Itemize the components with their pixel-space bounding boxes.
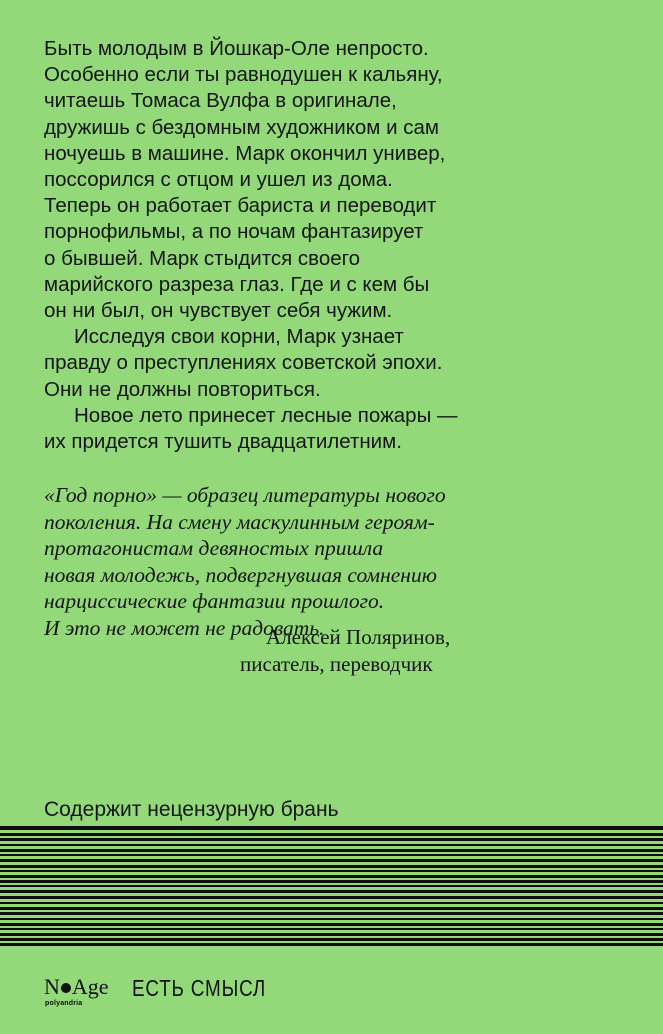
stripe-bar bbox=[0, 854, 663, 856]
annotation-line: поссорился с отцом и ушел из дома. bbox=[44, 168, 393, 192]
stripe-bar bbox=[0, 844, 663, 846]
noage-logo-left: N bbox=[44, 974, 60, 999]
annotation-paragraph-3 bbox=[44, 403, 634, 455]
stripe-bar bbox=[0, 885, 663, 887]
stripe-bar bbox=[0, 933, 663, 936]
annotation-line: Исследуя свои корни, Марк узнает bbox=[74, 325, 404, 349]
stripe-bar bbox=[0, 870, 663, 872]
stripe-bar bbox=[0, 923, 663, 926]
annotation-line: Теперь он работает бариста и переводит bbox=[44, 194, 437, 218]
annotation-line: читаешь Томаса Вулфа в оригинале, bbox=[44, 89, 397, 113]
content-warning: Содержит нецензурную брань bbox=[44, 798, 339, 821]
noage-dot-icon bbox=[61, 983, 71, 993]
quote-line: протагонистам девяностых пришла bbox=[44, 536, 384, 561]
quote-line: нарциссические фантазии прошлого. bbox=[44, 589, 385, 614]
stripe-bar bbox=[0, 865, 663, 868]
stripe-bar bbox=[0, 896, 663, 899]
stripe-bar bbox=[0, 849, 663, 852]
noage-logo bbox=[44, 975, 109, 999]
annotation-line: Новое лето принесет лесные пожары — bbox=[74, 403, 458, 427]
annotation-paragraph-1 bbox=[44, 36, 634, 324]
quote-author-role: писатель, переводчик bbox=[240, 652, 433, 676]
stripe-bar bbox=[0, 880, 663, 883]
annotation-line: он ни был, он чувствует себя чужим. bbox=[44, 299, 393, 323]
stripe-bar bbox=[0, 859, 663, 862]
annotation-line: порнофильмы, а по ночам фантазирует bbox=[44, 220, 424, 244]
stripe-bar bbox=[0, 902, 663, 904]
annotation-line: их придется тушить двадцатилетним. bbox=[44, 430, 402, 454]
book-annotation bbox=[44, 36, 634, 455]
stripe-bar bbox=[0, 928, 663, 930]
review-quote bbox=[44, 482, 624, 642]
stripe-bar bbox=[0, 826, 663, 830]
quote-line: «Год порно» — образец литературы нового bbox=[44, 483, 446, 507]
stripe-bar bbox=[0, 875, 663, 878]
annotation-line: Особенно если ты равнодушен к кальяну, bbox=[44, 63, 443, 87]
quote-author: Алексей Поляринов, bbox=[266, 625, 451, 649]
annotation-paragraph-2 bbox=[44, 324, 634, 403]
striped-bars-graphic bbox=[0, 826, 663, 948]
annotation-line: марийского разреза глаз. Где и с кем бы bbox=[44, 272, 430, 296]
annotation-line: о бывшей. Марк стыдится своего bbox=[44, 246, 361, 270]
annotation-line: ночуешь в машине. Марк окончил универ, bbox=[44, 141, 446, 165]
est-smysl-logo: ЕСТЬ СМЫСЛ bbox=[132, 975, 267, 1001]
stripe-bar bbox=[0, 907, 663, 910]
quote-line: новая молодежь, подвергнувшая сомнению bbox=[44, 562, 437, 587]
stripe-bar bbox=[0, 943, 663, 946]
stripe-bar bbox=[0, 912, 663, 915]
noage-logo-right: Age bbox=[71, 974, 109, 999]
quote-line: И это не может не радовать. bbox=[44, 615, 325, 640]
annotation-line: правду о преступлениях советской эпохи. bbox=[44, 351, 443, 375]
quote-attribution bbox=[240, 624, 640, 678]
stripe-bar bbox=[0, 938, 663, 941]
quote-line: поколения. На смену маскулинным героям- bbox=[44, 509, 435, 534]
stripe-bar bbox=[0, 890, 663, 893]
stripe-bar bbox=[0, 918, 663, 920]
annotation-line: дружишь с бездомным художником и сам bbox=[44, 115, 439, 139]
annotation-line: Они не должны повториться. bbox=[44, 377, 321, 401]
polyandria-label: polyandria bbox=[45, 1000, 83, 1007]
stripe-bar bbox=[0, 838, 663, 841]
stripe-bar bbox=[0, 833, 663, 836]
annotation-line: Быть молодым в Йошкар-Оле непросто. bbox=[44, 37, 429, 60]
publisher-logos bbox=[44, 975, 344, 1015]
